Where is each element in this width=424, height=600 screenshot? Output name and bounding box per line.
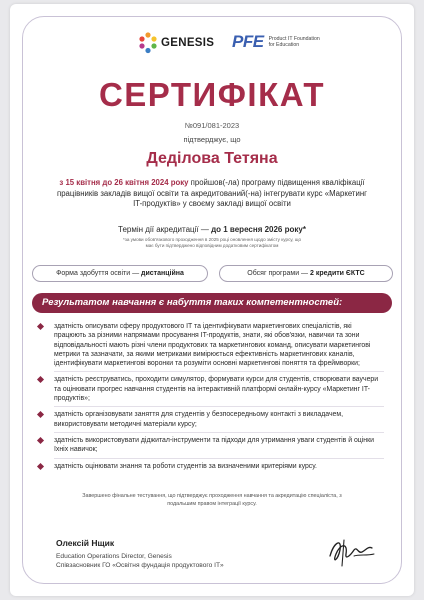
signer-role bbox=[56, 552, 296, 570]
competency-item bbox=[38, 375, 384, 410]
divider bbox=[54, 458, 384, 459]
competency-text: здатність організовувати заняття для студентів у безпосередньому контакті з викладачем, використовувати методичні матеріали курсу; bbox=[54, 411, 344, 428]
certificate-number: №091/081-2023 bbox=[184, 121, 240, 130]
diamond-bullet-icon bbox=[37, 437, 44, 444]
competency-text: здатність описувати сферу продуктового IT та ідентифікувати маркетингових спеціалістів, які працюють за різними напрямами просування IT-продуктів, знати, які обов'язки, навички та зони відповідальності мають різні члени продуктових та маркетингових команд, описувати маркетингові метрики та зазначати, за якими метриками вимірюється ефективність маркетингових каналів, ідентифікувати маркетингові воронки та розуміти основні маркетингові поняття та фреймворки; bbox=[54, 323, 371, 368]
signer-role-line2: Співзасновник ГО «Освітня фундація продуктового IT» bbox=[56, 562, 224, 569]
genesis-logo-icon bbox=[138, 32, 158, 54]
competency-text: здатність використовувати діджитал-інструменти та підходи для утримання уваги студентів й оцінки їхніх навичок; bbox=[54, 436, 374, 454]
diamond-bullet-icon bbox=[37, 411, 44, 418]
competency-item bbox=[38, 322, 384, 375]
program-volume-pill bbox=[219, 265, 393, 282]
signer-role-line1: Education Operations Director, Genesis bbox=[56, 553, 172, 560]
signer-block bbox=[56, 538, 296, 570]
genesis-logo bbox=[138, 32, 214, 54]
final-note: Завершено фінальне тестування, що підтверджує проходження навчання та акредитацію спеціаліста, з подальшим правом інтеграції курсу. bbox=[82, 493, 342, 507]
divider bbox=[54, 406, 384, 407]
program-description bbox=[54, 178, 370, 210]
certificate-title: СЕРТИФІКАТ bbox=[98, 76, 326, 113]
diamond-bullet-icon bbox=[37, 323, 44, 330]
recipient-name: Деділова Тетяна bbox=[146, 150, 278, 167]
pfe-logo bbox=[232, 32, 325, 52]
pfe-logo-mark: PFE bbox=[232, 32, 264, 51]
divider bbox=[54, 432, 384, 433]
signature-image bbox=[324, 532, 380, 568]
genesis-logo-text: GENESIS bbox=[161, 37, 215, 49]
program-dates: з 15 квітня до 26 квітня 2024 року bbox=[59, 178, 189, 187]
competencies-banner: Результатом навчання є набуття таких компетентностей: bbox=[32, 293, 392, 313]
competency-text: здатність реєструватись, проходити симулятор, формувати курси для студентів, створювати ваучери та оцінювати прогрес навчання студентів на інтерактивній платформі онлайн-курсу «Маркетинг IT-продуктів»; bbox=[54, 376, 379, 403]
diamond-bullet-icon bbox=[37, 376, 44, 383]
certificate-page bbox=[10, 4, 414, 596]
program-volume-label: Обсяг програми — bbox=[247, 270, 310, 277]
divider bbox=[54, 371, 384, 372]
diamond-bullet-icon bbox=[37, 463, 44, 470]
competency-item bbox=[38, 436, 384, 462]
accreditation-term bbox=[10, 225, 414, 234]
competency-text: здатність оцінювати знання та роботи студентів за визначеними критеріями курсу. bbox=[54, 462, 317, 470]
signer-name: Олексій Нщик bbox=[56, 538, 115, 548]
confirms-text: підтверджує, що bbox=[183, 135, 241, 144]
education-form-label: Форма здобуття освіти — bbox=[56, 270, 142, 277]
competency-item bbox=[38, 410, 384, 436]
program-volume-value: 2 кредити ЄКТС bbox=[310, 270, 365, 277]
accreditation-label: Термін дії акредитації — bbox=[118, 225, 212, 234]
program-description-text: пройшов(-ла) програму підвищення кваліфікації працівників закладів вищої освіти та акредитований(-на) інтегрувати курс «Маркетинг IT-продуктів» у своєму закладі вищої освіти bbox=[56, 178, 367, 208]
header-logos bbox=[10, 28, 414, 62]
education-form-value: дистанційна bbox=[141, 270, 184, 277]
competencies-list bbox=[38, 322, 384, 478]
accreditation-note: *за умови обов'язкового проходження в 2025 році оновлення щодо змісту курсу, що має бути підтверджено відповідним додатковим сертифікатом bbox=[122, 237, 302, 248]
accreditation-date: до 1 вересня 2026 року* bbox=[211, 225, 306, 234]
competency-item bbox=[38, 462, 384, 478]
pfe-logo-subtitle: Product IT Foundation for Education bbox=[268, 36, 320, 48]
education-form-pill bbox=[32, 265, 208, 282]
